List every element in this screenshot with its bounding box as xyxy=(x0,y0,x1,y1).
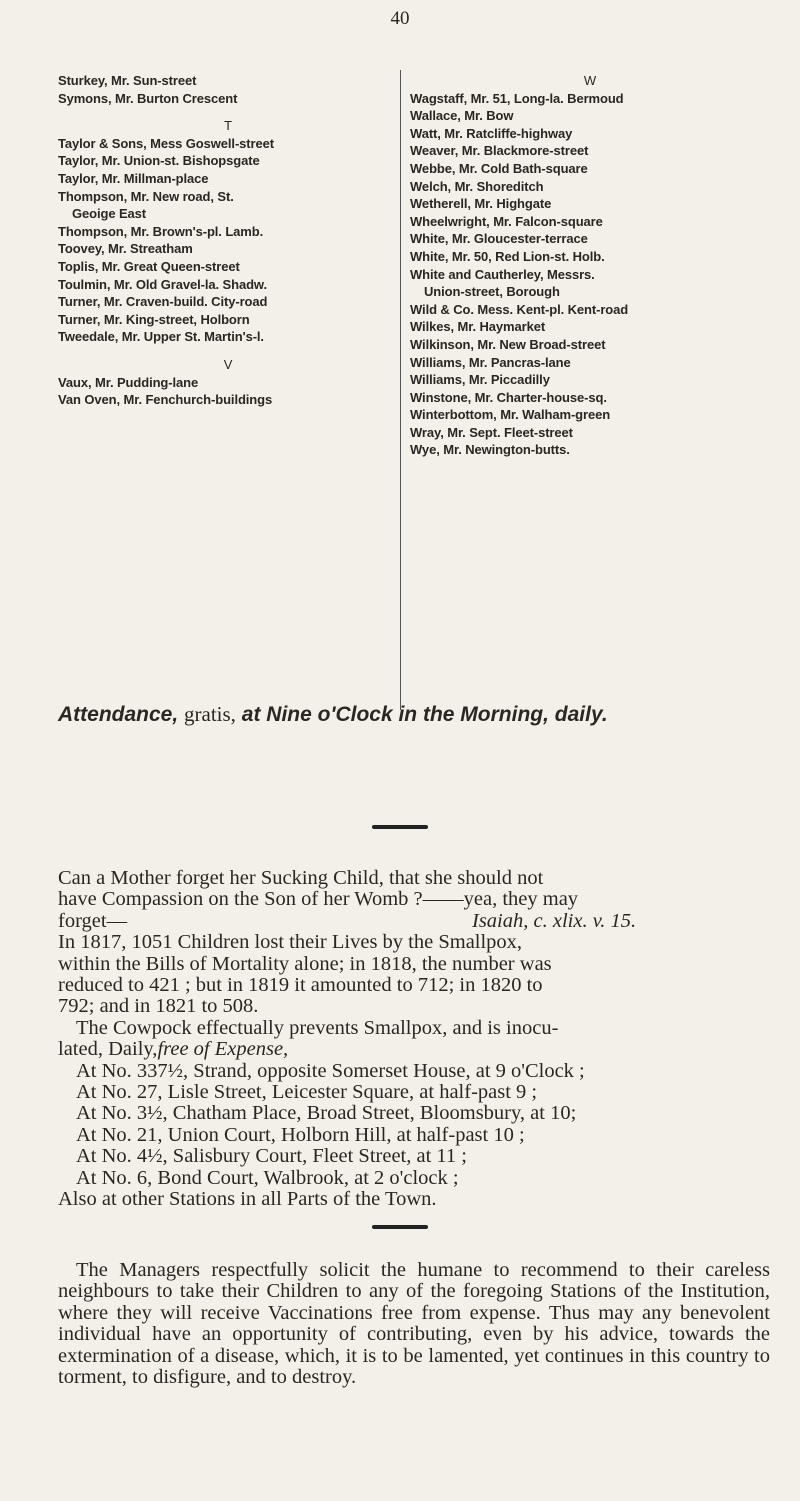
subscriber-entry: Wray, Mr. Sept. Fleet-street xyxy=(410,424,573,440)
subscriber-entry: Tweedale, Mr. Upper St. Martin's-l. xyxy=(58,329,264,345)
ornamental-rule xyxy=(372,825,428,829)
subscriber-entry: Winstone, Mr. Charter-house-sq. xyxy=(410,389,607,405)
page-number: 40 xyxy=(390,8,410,29)
subscriber-entry: Vaux, Mr. Pudding-lane xyxy=(58,374,199,390)
subscriber-entry: Thompson, Mr. New road, St. xyxy=(58,188,234,204)
subscriber-entry: Union-street, Borough xyxy=(424,284,560,300)
section-letter: W xyxy=(583,73,597,88)
subscriber-entry: Toovey, Mr. Streatham xyxy=(58,241,193,257)
station-line: At No. 27, Lisle Street, Leicester Square, at half-past 9 ; xyxy=(76,1081,538,1104)
subscriber-entry: Toplis, Mr. Great Queen-street xyxy=(58,258,240,274)
text-line: lated, Daily,free of Expense, xyxy=(58,1038,289,1061)
text-line: The Cowpock effectually prevents Smallpox, and is inocu- xyxy=(76,1016,559,1039)
subscriber-entry: Turner, Mr. King-street, Holborn xyxy=(58,311,250,327)
subscriber-entry: Van Oven, Mr. Fenchurch-buildings xyxy=(58,392,273,408)
station-line: At No. 337½, Strand, opposite Somerset House, at 9 o'Clock ; xyxy=(76,1059,585,1082)
subscriber-entry: Weaver, Mr. Blackmore-street xyxy=(410,143,589,159)
subscriber-entry: White and Cautherley, Messrs. xyxy=(410,266,595,282)
subscriber-entry: Welch, Mr. Shoreditch xyxy=(410,178,544,194)
attendance-label: Attendance, xyxy=(58,703,179,726)
text-line: have Compassion on the Son of her Womb ?——yea, they may xyxy=(58,888,579,911)
free-of-expense: free of Expense, xyxy=(157,1038,289,1061)
managers-paragraph: The Managers respectfully solicit the humane to recommend to their careless neighbours to take their Children to any of the foregoing Stations of the Institution, where they will receive Vaccinations free from expense. Thus may any benevolent individual have an opportunity of contributing, even by his advice, towards the extermination of a disease, which, it is to be lamented, yet continues in this country to torment, to disfigure, and to destroy. xyxy=(58,1259,770,1389)
subscriber-entry: Winterbottom, Mr. Walham-green xyxy=(410,407,611,423)
section-letter: T xyxy=(224,118,232,134)
attendance-gratis: gratis, xyxy=(184,702,236,726)
subscriber-entry: Wilkinson, Mr. New Broad-street xyxy=(410,336,606,352)
subscriber-column-right xyxy=(410,72,770,459)
subscriber-entry: Taylor, Mr. Union-st. Bishopsgate xyxy=(58,153,260,169)
column-divider xyxy=(400,70,401,710)
station-line: At No. 6, Bond Court, Walbrook, at 2 o'clock ; xyxy=(76,1166,459,1189)
subscriber-entry: White, Mr. 50, Red Lion-st. Holb. xyxy=(410,248,605,264)
text-line: reduced to 421 ; but in 1819 it amounted to 712; in 1820 to xyxy=(58,974,543,997)
station-line: At No. 3½, Chatham Place, Broad Street, Bloomsbury, at 10; xyxy=(76,1102,577,1125)
subscriber-entry: Sturkey, Mr. Sun-street xyxy=(58,73,197,88)
subscriber-entry: Wallace, Mr. Bow xyxy=(410,108,514,124)
subscriber-entry: Webbe, Mr. Cold Bath-square xyxy=(410,160,588,176)
text-line: In 1817, 1051 Children lost their Lives by the Smallpox, xyxy=(58,931,523,954)
subscriber-entry: Taylor, Mr. Millman-place xyxy=(58,170,209,186)
subscriber-entry: Wild & Co. Mess. Kent-pl. Kent-road xyxy=(410,301,629,317)
scripture-reference: Isaiah, c. xlix. v. 15. xyxy=(472,909,637,932)
subscriber-entry: Wetherell, Mr. Highgate xyxy=(410,196,552,212)
text-line: Can a Mother forget her Sucking Child, that she should not xyxy=(58,867,544,889)
subscriber-entry: White, Mr. Gloucester-terrace xyxy=(410,231,588,247)
text-line: 792; and in 1821 to 508. xyxy=(58,995,259,1018)
subscriber-entry: Thompson, Mr. Brown's-pl. Lamb. xyxy=(58,223,264,239)
station-line: Also at other Stations in all Parts of the Town. xyxy=(58,1188,437,1211)
attendance-time: at Nine o'Clock in the Morning, daily. xyxy=(241,703,608,726)
subscriber-entry: Watt, Mr. Ratcliffe-highway xyxy=(410,125,573,141)
subscriber-entry: Wye, Mr. Newington-butts. xyxy=(410,442,570,458)
station-line: At No. 4½, Salisbury Court, Fleet Street, at 11 ; xyxy=(76,1145,467,1168)
subscriber-column-left xyxy=(58,72,398,409)
ornamental-rule xyxy=(372,1225,428,1229)
subscriber-entry: Taylor & Sons, Mess Goswell-street xyxy=(58,135,274,151)
subscriber-entry: Turner, Mr. Craven-build. City-road xyxy=(58,294,268,310)
subscriber-entry: Toulmin, Mr. Old Gravel-la. Shadw. xyxy=(58,276,267,292)
text-line: forget— Isaiah, c. xlix. v. 15. xyxy=(58,909,637,932)
section-letter: V xyxy=(223,356,233,372)
attendance-notice xyxy=(58,702,778,727)
subscriber-entry: Williams, Mr. Pancras-lane xyxy=(410,354,571,370)
subscriber-entry: Wilkes, Mr. Haymarket xyxy=(410,319,546,335)
subscriber-entry: Williams, Mr. Piccadilly xyxy=(410,372,550,388)
subscriber-entry: Wagstaff, Mr. 51, Long-la. Bermoud xyxy=(410,90,624,106)
vaccination-paragraph xyxy=(58,868,770,1211)
subscriber-entry: Wheelwright, Mr. Falcon-square xyxy=(410,213,603,229)
station-line: At No. 21, Union Court, Holborn Hill, at half-past 10 ; xyxy=(76,1123,525,1146)
subscriber-entry: Symons, Mr. Burton Crescent xyxy=(58,90,238,106)
subscriber-entry: Geoige East xyxy=(72,206,147,222)
text-line: within the Bills of Mortality alone; in 1818, the number was xyxy=(58,952,552,975)
